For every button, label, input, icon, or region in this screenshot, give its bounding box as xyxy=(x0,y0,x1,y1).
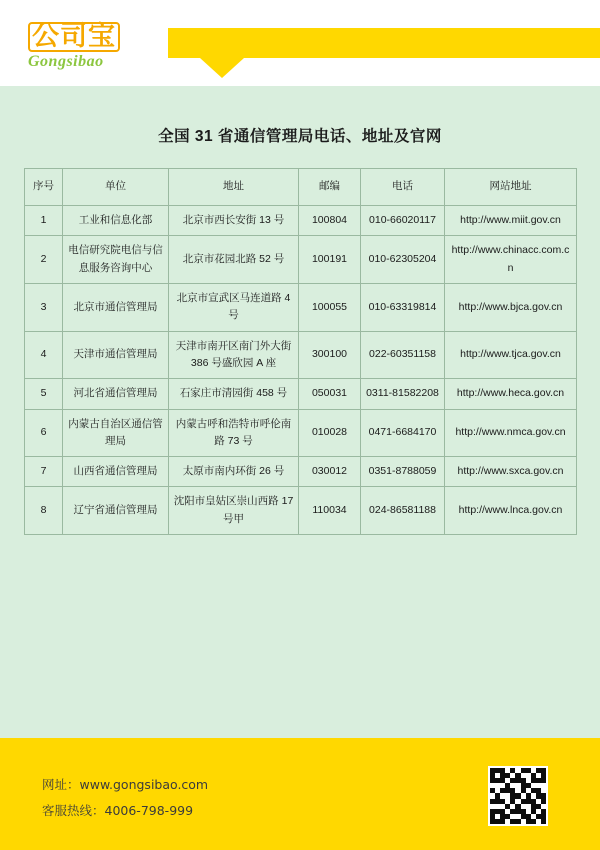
cell-index: 2 xyxy=(25,236,63,284)
cell-tel: 010-62305204 xyxy=(361,236,445,284)
cell-index: 8 xyxy=(25,487,63,535)
cell-website[interactable]: http://www.heca.gov.cn xyxy=(445,379,577,409)
cell-org: 内蒙古自治区通信管理局 xyxy=(63,409,169,457)
table-row xyxy=(25,283,577,331)
cell-website[interactable]: http://www.lnca.gov.cn xyxy=(445,487,577,535)
page-header xyxy=(0,0,600,86)
header-yellow-band xyxy=(168,28,600,58)
column-header-tel: 电话 xyxy=(361,169,445,206)
cell-org: 北京市通信管理局 xyxy=(63,283,169,331)
cell-tel: 0471-6684170 xyxy=(361,409,445,457)
logo-mark-text xyxy=(28,22,168,52)
footer-content xyxy=(0,738,600,850)
column-header-website: 网站地址 xyxy=(445,169,577,206)
cell-zip: 100191 xyxy=(299,236,361,284)
cell-org: 电信研究院电信与信息服务咨询中心 xyxy=(63,236,169,284)
column-header-zip: 邮编 xyxy=(299,169,361,206)
column-header-org: 单位 xyxy=(63,169,169,206)
cell-address: 北京市西长安街 13 号 xyxy=(169,206,299,236)
cell-address: 内蒙古呼和浩特市呼伦南路 73 号 xyxy=(169,409,299,457)
logo-wordmark: Gongsibao xyxy=(28,53,104,70)
cell-index: 6 xyxy=(25,409,63,457)
header-notch-shape xyxy=(200,58,244,78)
cell-zip: 030012 xyxy=(299,457,361,487)
cell-index: 4 xyxy=(25,331,63,379)
cell-org: 山西省通信管理局 xyxy=(63,457,169,487)
qr-code-icon xyxy=(488,766,548,826)
cell-index: 1 xyxy=(25,206,63,236)
cell-address: 天津市南开区南门外大街 386 号盛欣园 A 座 xyxy=(169,331,299,379)
logo-char-1: 公司宝 xyxy=(28,22,120,52)
cell-tel: 0351-8788059 xyxy=(361,457,445,487)
cell-address: 北京市宣武区马连道路 4 号 xyxy=(169,283,299,331)
table-row xyxy=(25,206,577,236)
cell-website[interactable]: http://www.miit.gov.cn xyxy=(445,206,577,236)
cell-tel: 010-66020117 xyxy=(361,206,445,236)
cell-website[interactable]: http://www.tjca.gov.cn xyxy=(445,331,577,379)
cell-zip: 110034 xyxy=(299,487,361,535)
cell-org: 天津市通信管理局 xyxy=(63,331,169,379)
cell-zip: 010028 xyxy=(299,409,361,457)
column-header-address: 地址 xyxy=(169,169,299,206)
table-row xyxy=(25,409,577,457)
table-row xyxy=(25,379,577,409)
cell-org: 工业和信息化部 xyxy=(63,206,169,236)
cell-zip: 100055 xyxy=(299,283,361,331)
page-title: 全国 31 省通信管理局电话、地址及官网 xyxy=(158,128,442,145)
cell-tel: 0311-81582208 xyxy=(361,379,445,409)
page-footer xyxy=(0,738,600,850)
cell-zip: 100804 xyxy=(299,206,361,236)
table-row xyxy=(25,487,577,535)
cell-website[interactable]: http://www.bjca.gov.cn xyxy=(445,283,577,331)
content-panel xyxy=(0,86,600,738)
cell-index: 5 xyxy=(25,379,63,409)
table-row xyxy=(25,457,577,487)
cell-index: 7 xyxy=(25,457,63,487)
footer-contact-block xyxy=(42,772,208,824)
cell-zip: 300100 xyxy=(299,331,361,379)
cell-tel: 010-63319814 xyxy=(361,283,445,331)
qr-code-pattern xyxy=(490,768,546,824)
table-row xyxy=(25,331,577,379)
column-header-index: 序号 xyxy=(25,169,63,206)
company-logo xyxy=(28,22,168,76)
bureau-contact-table xyxy=(24,168,577,535)
cell-address: 太原市南内环街 26 号 xyxy=(169,457,299,487)
cell-address: 北京市花园北路 52 号 xyxy=(169,236,299,284)
footer-website: 网址：www.gongsibao.com xyxy=(42,777,209,792)
cell-org: 辽宁省通信管理局 xyxy=(63,487,169,535)
cell-address: 沈阳市皇姑区崇山西路 17 号甲 xyxy=(169,487,299,535)
footer-hotline: 客服热线：4006-798-999 xyxy=(42,803,194,818)
cell-org: 河北省通信管理局 xyxy=(63,379,169,409)
cell-tel: 024-86581188 xyxy=(361,487,445,535)
cell-address: 石家庄市清园街 458 号 xyxy=(169,379,299,409)
cell-website[interactable]: http://www.chinacc.com.cn xyxy=(445,236,577,284)
cell-zip: 050031 xyxy=(299,379,361,409)
cell-index: 3 xyxy=(25,283,63,331)
cell-website[interactable]: http://www.sxca.gov.cn xyxy=(445,457,577,487)
cell-website[interactable]: http://www.nmca.gov.cn xyxy=(445,409,577,457)
cell-tel: 022-60351158 xyxy=(361,331,445,379)
table-header-row xyxy=(25,169,577,206)
table-row xyxy=(25,236,577,284)
